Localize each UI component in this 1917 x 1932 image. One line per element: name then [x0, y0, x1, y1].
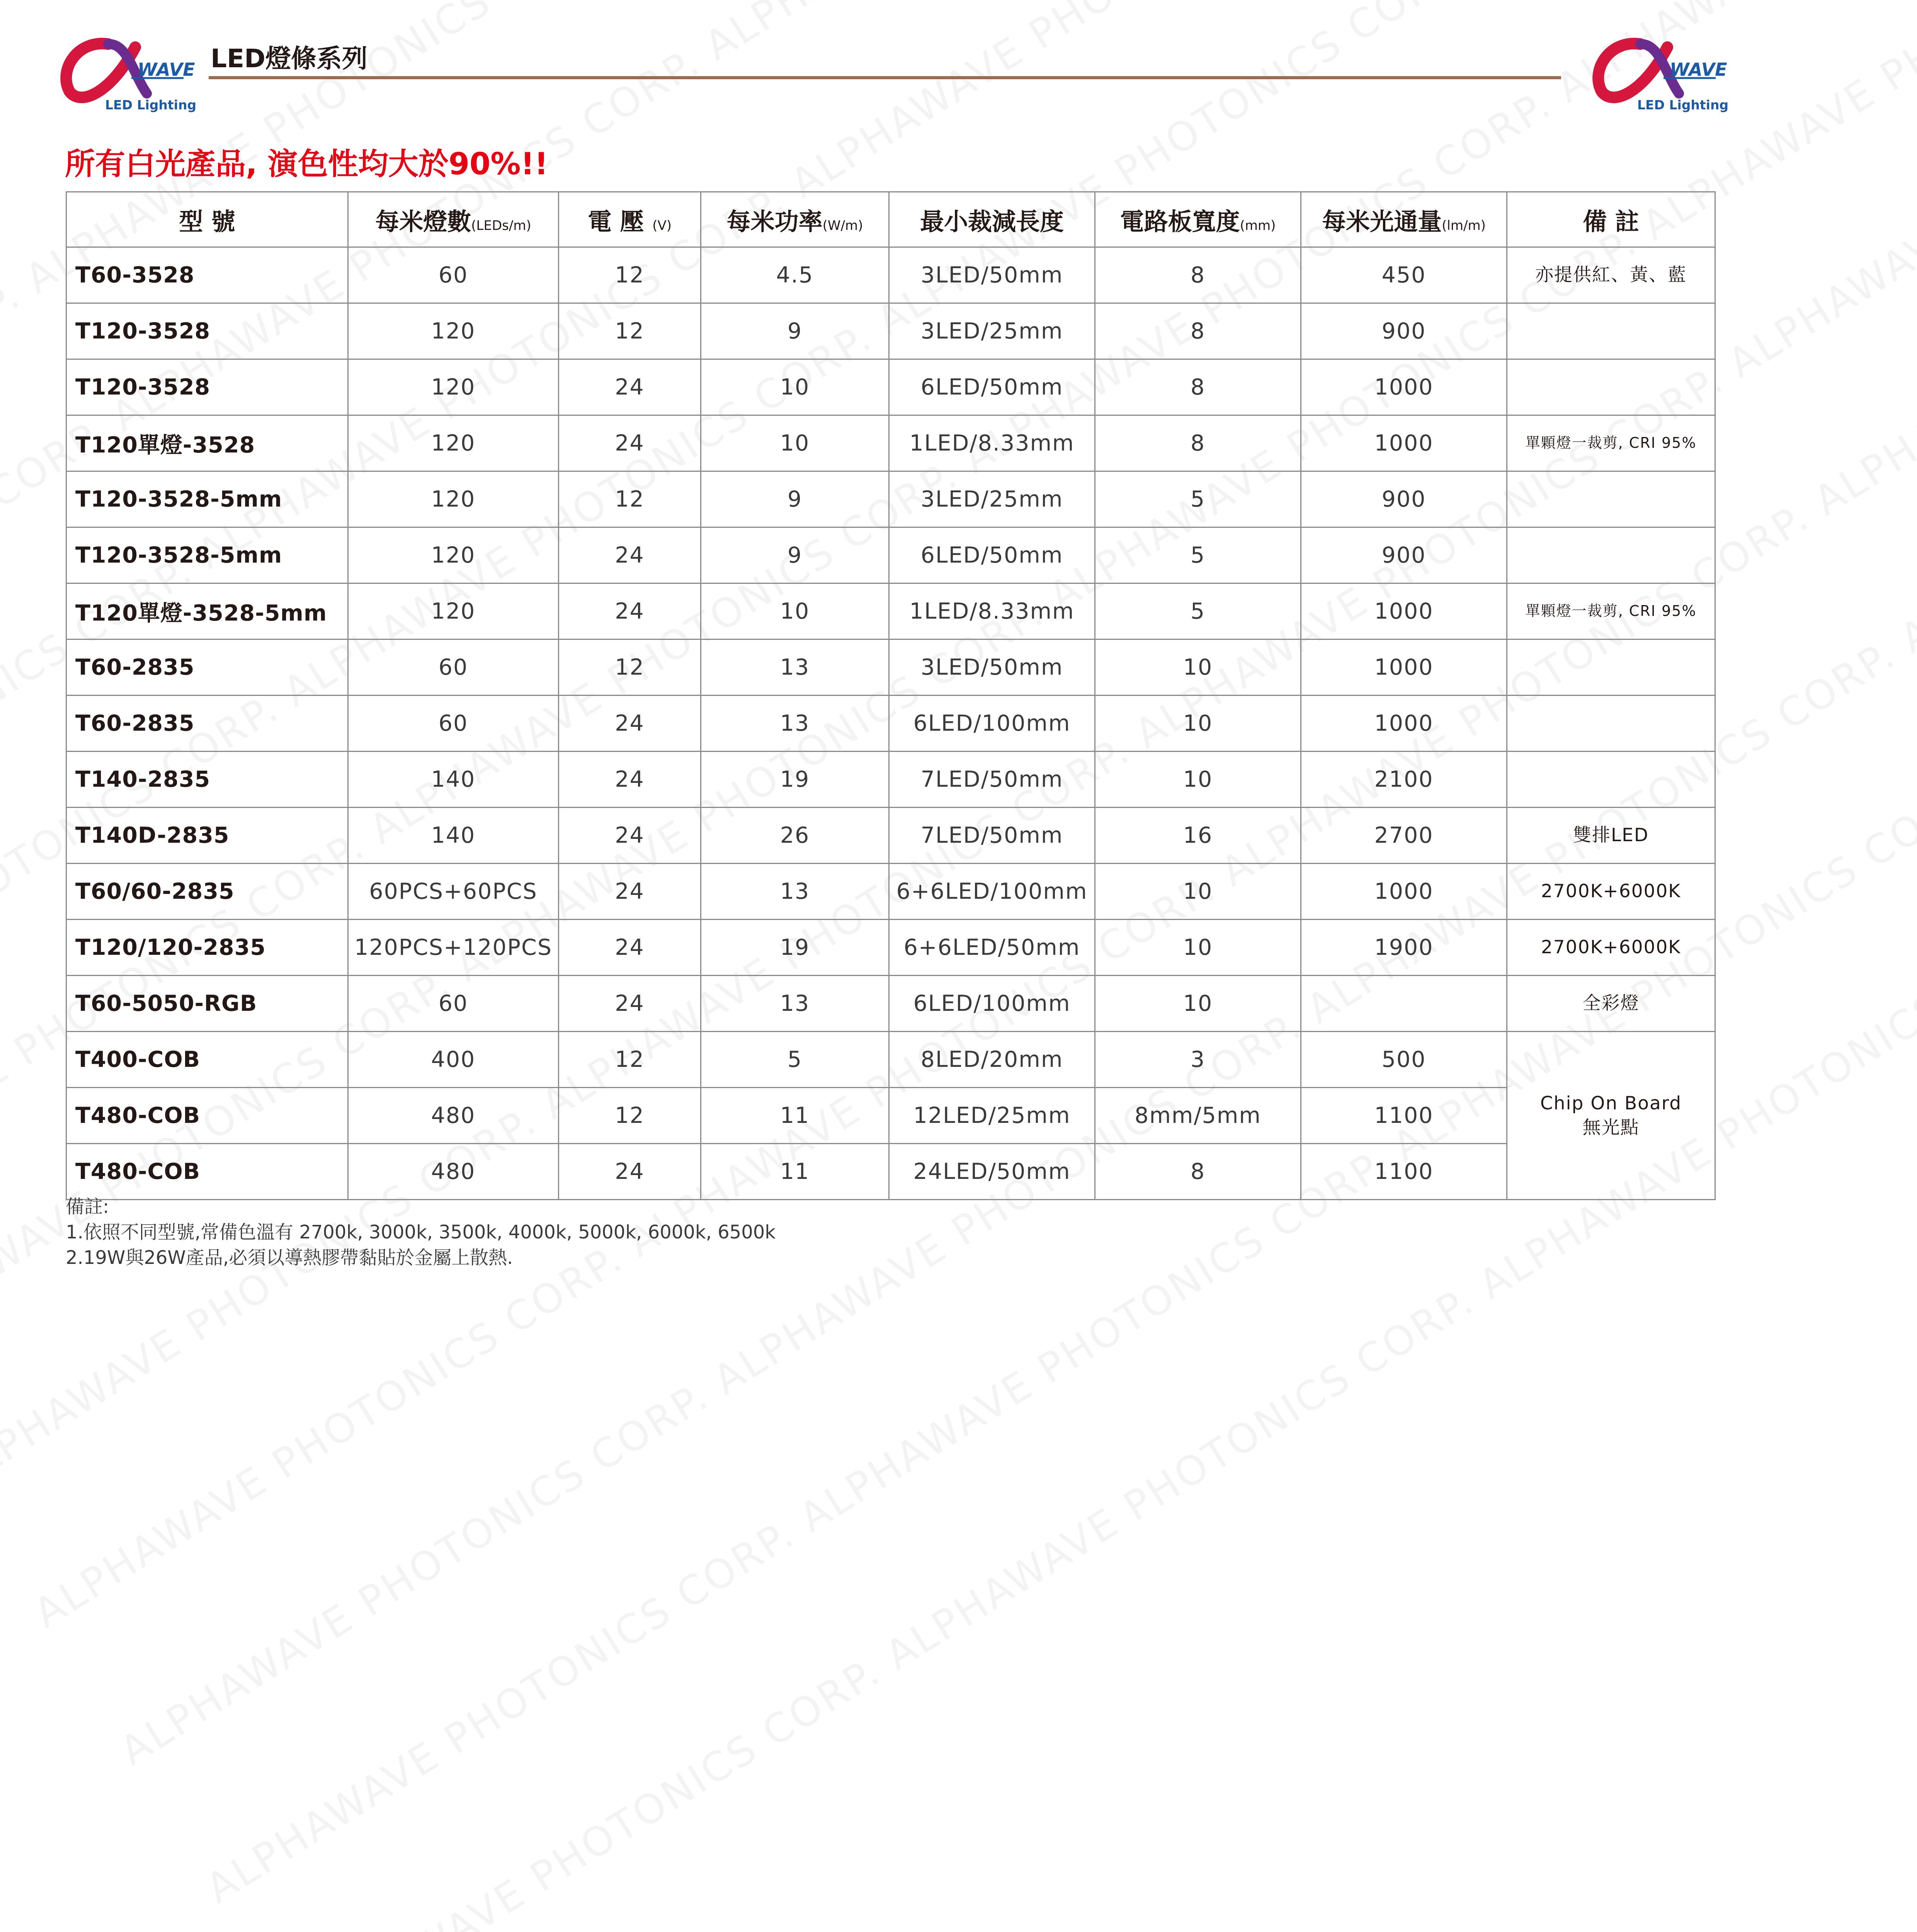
cell-cut-length: 6+6LED/50mm [889, 920, 1095, 976]
footnote-line: 1.依照不同型號,常備色溫有 2700k, 3000k, 3500k, 4000k, 5000k, 6000k, 6500k [66, 1219, 776, 1245]
cell-model: T140-2835 [66, 752, 348, 808]
cell-model: T120-3528 [66, 359, 348, 415]
cell-note: 單顆燈一裁剪, CRI 95% [1507, 415, 1715, 471]
cell-model: T120單燈-3528 [66, 415, 348, 471]
cob-note-line2: 無光點 [1507, 1116, 1715, 1140]
cell-power: 10 [701, 583, 889, 639]
cell-board-width: 5 [1095, 583, 1301, 639]
cell-power: 13 [701, 639, 889, 696]
cell-leds: 120 [348, 303, 559, 359]
column-header-notes: 備 註 [1507, 192, 1715, 247]
cell-lumen: 1000 [1301, 864, 1507, 920]
cell-power: 10 [701, 359, 889, 415]
footnote-heading: 備註: [66, 1194, 776, 1219]
cell-voltage: 24 [559, 583, 701, 639]
cell-model: T60-3528 [66, 247, 348, 303]
cell-board-width: 3 [1095, 1032, 1301, 1088]
cell-model: T60/60-2835 [66, 864, 348, 920]
cell-board-width: 8 [1095, 1144, 1301, 1200]
cell-voltage: 12 [559, 303, 701, 359]
cell-cut-length: 3LED/25mm [889, 303, 1095, 359]
cell-lumen: 1000 [1301, 415, 1507, 471]
cell-board-width: 8mm/5mm [1095, 1088, 1301, 1144]
cell-power: 9 [701, 303, 889, 359]
cell-voltage: 12 [559, 639, 701, 696]
cell-power: 10 [701, 415, 889, 471]
cell-board-width: 10 [1095, 864, 1301, 920]
cell-power: 13 [701, 864, 889, 920]
cell-board-width: 10 [1095, 639, 1301, 696]
cell-model: T120/120-2835 [66, 920, 348, 976]
cell-board-width: 8 [1095, 303, 1301, 359]
cell-power: 11 [701, 1088, 889, 1144]
cell-lumen: 1100 [1301, 1144, 1507, 1200]
cell-cut-length: 7LED/50mm [889, 752, 1095, 808]
cell-voltage: 24 [559, 976, 701, 1032]
cell-voltage: 24 [559, 1144, 701, 1200]
cell-voltage: 12 [559, 247, 701, 303]
cell-note: 2700K+6000K [1507, 864, 1715, 920]
cell-power: 19 [701, 920, 889, 976]
cell-leds: 120 [348, 527, 559, 583]
cell-voltage: 24 [559, 696, 701, 752]
cell-leds: 400 [348, 1032, 559, 1088]
cell-lumen: 450 [1301, 247, 1507, 303]
cell-model: T120-3528-5mm [66, 527, 348, 583]
cell-power: 5 [701, 1032, 889, 1088]
cell-voltage: 24 [559, 864, 701, 920]
cell-note: 全彩燈 [1507, 976, 1715, 1032]
cell-lumen: 2700 [1301, 808, 1507, 864]
cell-leds: 120 [348, 415, 559, 471]
cell-cut-length: 6LED/50mm [889, 359, 1095, 415]
cell-leds: 140 [348, 752, 559, 808]
cell-model: T120-3528-5mm [66, 471, 348, 527]
cell-lumen: 1000 [1301, 583, 1507, 639]
cell-voltage: 24 [559, 752, 701, 808]
cell-lumen: 2100 [1301, 752, 1507, 808]
cell-leds: 60 [348, 976, 559, 1032]
cell-leds: 60 [348, 639, 559, 696]
column-header-lumen: 每米光通量(lm/m) [1301, 192, 1507, 247]
cell-leds: 120PCS+120PCS [348, 920, 559, 976]
cell-power: 19 [701, 752, 889, 808]
column-header-cut-length: 最小裁減長度 [889, 192, 1095, 247]
cell-lumen: 1000 [1301, 696, 1507, 752]
column-header-leds: 每米燈數(LEDs/m) [348, 192, 559, 247]
cell-board-width: 16 [1095, 808, 1301, 864]
cell-cut-length: 1LED/8.33mm [889, 415, 1095, 471]
cell-cut-length: 6+6LED/100mm [889, 864, 1095, 920]
cell-board-width: 10 [1095, 696, 1301, 752]
cell-model: T60-2835 [66, 696, 348, 752]
cell-cut-length: 6LED/50mm [889, 527, 1095, 583]
cell-board-width: 8 [1095, 359, 1301, 415]
cell-cut-length: 6LED/100mm [889, 976, 1095, 1032]
cell-power: 13 [701, 976, 889, 1032]
cell-board-width: 10 [1095, 976, 1301, 1032]
cell-model: T480-COB [66, 1088, 348, 1144]
cell-model: T480-COB [66, 1144, 348, 1200]
cell-power: 26 [701, 808, 889, 864]
cell-power: 9 [701, 471, 889, 527]
cell-voltage: 12 [559, 1088, 701, 1144]
cell-cut-length: 12LED/25mm [889, 1088, 1095, 1144]
cell-cut-length: 8LED/20mm [889, 1032, 1095, 1088]
cell-leds: 60PCS+60PCS [348, 864, 559, 920]
cell-lumen: 1100 [1301, 1088, 1507, 1144]
svg-text:WAVE: WAVE [1670, 59, 1727, 80]
cell-cut-length: 1LED/8.33mm [889, 583, 1095, 639]
svg-text:WAVE: WAVE [138, 59, 195, 80]
logo-sub-label: LED Lighting [1637, 97, 1728, 112]
cell-note: 亦提供紅、黃、藍 [1507, 247, 1715, 303]
cell-cut-length: 24LED/50mm [889, 1144, 1095, 1200]
cell-board-width: 8 [1095, 247, 1301, 303]
cell-leds: 480 [348, 1144, 559, 1200]
cell-leds: 60 [348, 247, 559, 303]
cell-board-width: 5 [1095, 471, 1301, 527]
cell-leds: 480 [348, 1088, 559, 1144]
cell-lumen: 900 [1301, 471, 1507, 527]
cell-board-width: 5 [1095, 527, 1301, 583]
cell-note: 單顆燈一裁剪, CRI 95% [1507, 583, 1715, 639]
cell-model: T60-2835 [66, 639, 348, 696]
column-header-power: 每米功率(W/m) [701, 192, 889, 247]
series-title: LED燈條系列 [211, 38, 367, 75]
cell-lumen: 1000 [1301, 639, 1507, 696]
cell-voltage: 12 [559, 1032, 701, 1088]
footnote-line: 2.19W與26W產品,必須以導熱膠帶黏貼於金屬上散熱. [66, 1245, 776, 1270]
cell-cut-length: 3LED/25mm [889, 471, 1095, 527]
cell-model: T60-5050-RGB [66, 976, 348, 1032]
cell-cut-length: 7LED/50mm [889, 808, 1095, 864]
cell-voltage: 24 [559, 808, 701, 864]
cell-leds: 140 [348, 808, 559, 864]
cell-leds: 120 [348, 471, 559, 527]
cob-note-line1: Chip On Board [1507, 1091, 1715, 1116]
cell-model: T400-COB [66, 1032, 348, 1088]
cell-voltage: 24 [559, 920, 701, 976]
cell-lumen: 1900 [1301, 920, 1507, 976]
cell-note: 雙排LED [1507, 808, 1715, 864]
cell-power: 13 [701, 696, 889, 752]
cell-leds: 60 [348, 696, 559, 752]
cell-lumen: 900 [1301, 527, 1507, 583]
cell-lumen: 500 [1301, 1032, 1507, 1088]
cell-voltage: 12 [559, 471, 701, 527]
cell-lumen: 900 [1301, 303, 1507, 359]
cri-banner: 所有白光產品, 演色性均大於90%!! [65, 140, 548, 183]
logo-sub-label: LED Lighting [105, 97, 196, 112]
cell-board-width: 8 [1095, 415, 1301, 471]
cell-lumen: 1000 [1301, 359, 1507, 415]
cell-board-width: 10 [1095, 752, 1301, 808]
cell-cut-length: 6LED/100mm [889, 696, 1095, 752]
column-header-voltage: 電 壓 (V) [559, 192, 701, 247]
cell-model: T120單燈-3528-5mm [66, 583, 348, 639]
cell-model: T120-3528 [66, 303, 348, 359]
cell-leds: 120 [348, 583, 559, 639]
cell-power: 9 [701, 527, 889, 583]
cell-voltage: 24 [559, 527, 701, 583]
cell-cut-length: 3LED/50mm [889, 639, 1095, 696]
cell-board-width: 10 [1095, 920, 1301, 976]
cell-power: 4.5 [701, 247, 889, 303]
cell-note: 2700K+6000K [1507, 920, 1715, 976]
column-header-board-width: 電路板寬度(mm) [1095, 192, 1301, 247]
cell-voltage: 24 [559, 415, 701, 471]
cell-leds: 120 [348, 359, 559, 415]
cell-voltage: 24 [559, 359, 701, 415]
cell-model: T140D-2835 [66, 808, 348, 864]
cell-power: 11 [701, 1144, 889, 1200]
cell-cut-length: 3LED/50mm [889, 247, 1095, 303]
column-header-model: 型 號 [66, 192, 348, 247]
